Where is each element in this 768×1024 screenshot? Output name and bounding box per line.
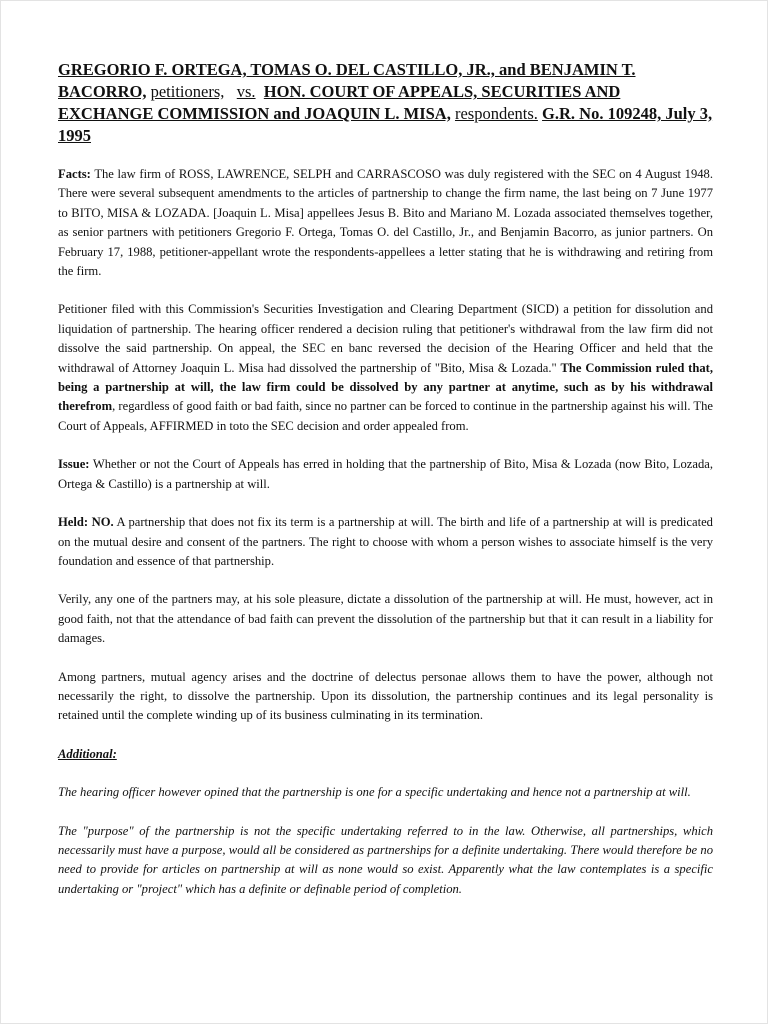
issue-text: Whether or not the Court of Appeals has erred in holding that the partnership of Bito, Misa & Lozada (now Bito, Lozada, Ortega & Castillo) is a partnership at will.	[58, 457, 713, 491]
among-partners-paragraph: Among partners, mutual agency arises and the doctrine of delectus personae allows them to have the power, although not necessarily the right, to dissolve the partnership. Upon its dissolution, the partnership continues and its legal personality is retained until the complete winding up of its business culminating in its termination.	[58, 669, 713, 723]
commission-ruling: The Commission ruled that, being a partnership at will, the law firm could be dissolved by any partner at anytime, such as by his withdrawal therefrom	[58, 360, 714, 414]
issue-paragraph	[58, 455, 713, 494]
verily-paragraph: Verily, any one of the partners may, at his sole pleasure, dictate a dissolution of the partnership at will. He must, however, act in good faith, not that the attendance of bad faith can prevent the dissolution of the partnership but that it can result in a liability for damages.	[58, 592, 713, 646]
held-paragraph	[58, 513, 713, 571]
case-citation: G.R. No. 109248, July 3, 1995	[58, 104, 713, 145]
additional-heading	[58, 745, 713, 764]
petition-paragraph	[58, 300, 713, 436]
versus-label: vs.	[236, 82, 256, 101]
petitioners-names: GREGORIO F. ORTEGA, TOMAS O. DEL CASTILLO, JR., and BENJAMIN T. BACORRO,	[58, 60, 636, 101]
petitioners-label: petitioners,	[150, 82, 225, 101]
held-label: Held: NO.	[58, 515, 114, 530]
petition-text-after: , regardless of good faith or bad faith, since no partner can be forced to continue in the partnership against his will. The Court of Appeals, AFFIRMED in toto the SEC decision and order appealed from.	[58, 399, 713, 433]
held-text: A partnership that does not fix its term is a partnership at will. The birth and life of a partnership at will is predicated on the mutual desire and consent of the partners. The right to choose with whom a person wishes to associate himself is the very foundation and essence of that partnership.	[58, 515, 713, 568]
document-content	[58, 59, 713, 899]
facts-text: The law firm of ROSS, LAWRENCE, SELPH and CARRASCOSO was duly registered with the SEC on 4 August 1948. There were several subsequent amendments to the articles of partnership to change the firm name, the last being on 7 June 1977 to BITO, MISA & LOZADA. [Joaquin L. Misa] appellees Jesus B. Bito and Mariano M. Lozada associated themselves together, as senior partners with petitioners Gregorio F. Ortega, Tomas O. del Castillo, Jr., and Benjamin Bacorro, as junior partners. On February 17, 1988, petitioner-appellant wrote the respondents-appellees a letter stating that he is withdrawing and retiring from the firm.	[58, 167, 713, 279]
petition-text-before: Petitioner filed with this Commission's Securities Investigation and Clearing Department (SICD) a petition for dissolution and liquidation of partnership. The hearing officer rendered a decision ruling that petitioner's withdrawal from the law firm did not dissolve the said partnership. On appeal, the SEC en banc reversed the decision of the Hearing Officer and held that the withdrawal of Attorney Joaquin L. Misa had dissolved the partnership of "Bito, Misa & Lozada."	[58, 302, 713, 375]
additional-paragraph-2: The "purpose" of the partnership is not the specific undertaking referred to in the law. Otherwise, all partnerships, which necessarily must have a purpose, would all be considered as partnerships for a definite undertaking. There would therefore be no need to provide for articles on partnership at will as none would so exist. Apparently what the law contemplates is a specific undertaking or "project" which has a definite or definable period of completion.	[58, 823, 713, 896]
facts-paragraph	[58, 165, 713, 281]
facts-label: Facts:	[58, 167, 91, 181]
respondents-names: HON. COURT OF APPEALS, SECURITIES AND EXCHANGE COMMISSION and JOAQUIN L. MISA,	[58, 82, 621, 123]
additional-paragraph-1: The hearing officer however opined that the partnership is one for a specific undertaking and hence not a partnership at will.	[58, 785, 691, 800]
issue-label: Issue:	[58, 457, 90, 472]
additional-label: Additional:	[58, 746, 117, 761]
respondents-label: respondents.	[454, 104, 538, 123]
case-title	[58, 59, 713, 147]
